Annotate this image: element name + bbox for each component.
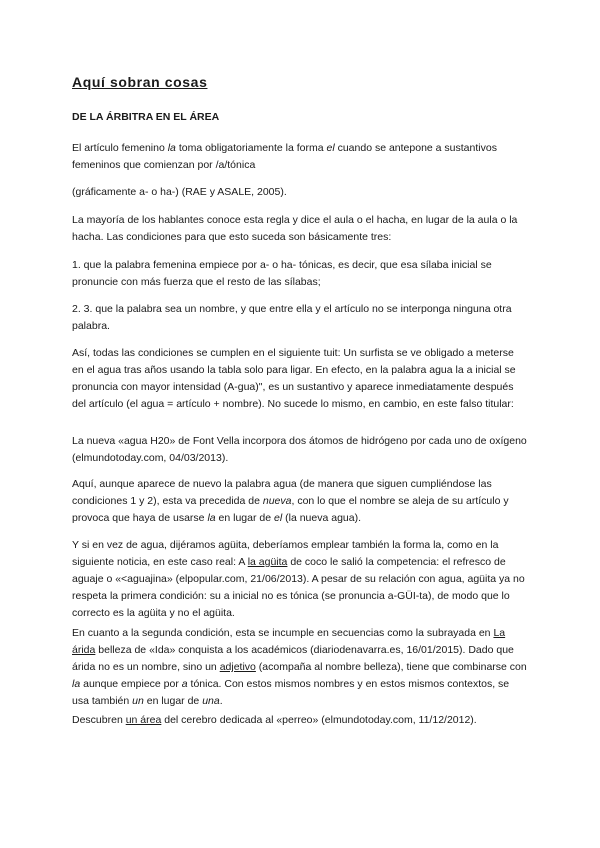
text-span: El artículo femenino <box>72 142 168 154</box>
text-span: tónica. Con estos mismos nombres y en estos mismos contextos, se usa también <box>72 678 510 707</box>
paragraph-10 <box>72 625 528 710</box>
text-span: . <box>219 695 223 707</box>
paragraph-9 <box>72 537 528 622</box>
italic-text: una <box>202 695 220 707</box>
underlined-text: un área <box>125 714 162 726</box>
paragraph-2: (gráficamente a- o ha-) (RAE y ASALE, 2005). <box>72 186 287 198</box>
underlined-text: la agüita <box>247 556 288 568</box>
underlined-text: adjetivo <box>219 661 256 673</box>
paragraph-11 <box>72 712 528 729</box>
text-span: cuando se antepone a sustantivos femeninos que comienzan por /a/tónica <box>72 142 497 171</box>
italic-text: a <box>181 678 188 690</box>
text-span: En cuanto a la segunda condición, esta se incumple en secuencias como la subrayada en <box>72 627 494 639</box>
text-span: , con lo que el nombre se aleja de su artículo y provoca que haya de usarse <box>72 495 509 524</box>
italic-text: un <box>132 695 144 707</box>
italic-text: el <box>326 142 335 154</box>
italic-text: la <box>207 512 216 524</box>
paragraph-7: La nueva «agua H20» de Font Vella incorpora dos átomos de hidrógeno por cada uno de oxígeno (elmundotoday.com, 04/03/2013). <box>72 435 527 464</box>
text-span: Descubren <box>72 714 126 726</box>
paragraph-6: Así, todas las condiciones se cumplen en el siguiente tuit: Un surfista se ve obligado a meterse en el agua tras años usando la tabla solo para ligar. En efecto, en la palabra agua la a inicial se pronuncia con mayor intensidad (A-gua)", es un sustantivo y aparece inmediatamente después del artículo (el agua = artículo + nombre). No sucede lo mismo, en cambio, en este falso titular: <box>72 347 516 410</box>
text-span: (acompaña al nombre belleza), tiene que combinarse con <box>255 661 527 673</box>
paragraph-8 <box>72 476 528 527</box>
document-title: Aquí sobran cosas <box>72 74 208 90</box>
underlined-text: La árida <box>72 627 506 656</box>
paragraph-4: 1. que la palabra femenina empiece por a- o ha- tónicas, es decir, que esa sílaba inicial se pronuncie con más fuerza que el resto de las sílabas; <box>72 259 492 288</box>
text-span: belleza de «Ida» conquista a los académicos (diariodenavarra.es, 16/01/2015). Dado que árida no es un nombre, sino un <box>72 644 514 673</box>
paragraph-3: La mayoría de los hablantes conoce esta regla y dice el aula o el hacha, en lugar de la aula o la hacha. Las condiciones para que esto suceda son básicamente tres: <box>72 214 518 243</box>
text-span: (la nueva agua). <box>282 512 362 524</box>
paragraph-5: 2. 3. que la palabra sea un nombre, y que entre ella y el artículo no se interponga ninguna otra palabra. <box>72 303 512 332</box>
section-subtitle: DE LA ÁRBITRA EN EL ÁREA <box>72 111 220 123</box>
text-span: Y si en vez de agua, dijéramos agüita, deberíamos emplear también la forma la, como en la siguiente noticia, en este caso real: A <box>72 539 499 568</box>
italic-text: el <box>274 512 283 524</box>
paragraph-1 <box>72 140 528 174</box>
text-span: del cerebro dedicada al «perreo» (elmundotoday.com, 11/12/2012). <box>161 714 477 726</box>
italic-text: la <box>72 678 81 690</box>
text-span: de coco le salió la competencia: el refresco de aguaje o «<aguajina» (elpopular.com, 21/06/2013). A pesar de su relación con agua, agüita ya no respeta la primera condición: su a inicial no es tónica (se pronuncia a-GÜI-ta), de modo que lo correcto es la agüita y no el agüita. <box>72 556 525 619</box>
text-span: toma obligatoriamente la forma <box>175 142 327 154</box>
text-span: aunque empiece por <box>80 678 182 690</box>
italic-text: la <box>167 142 176 154</box>
text-span: en lugar de <box>143 695 203 707</box>
text-span: en lugar de <box>215 512 275 524</box>
text-span: Aquí, aunque aparece de nuevo la palabra agua (de manera que siguen cumpliéndose las condiciones 1 y 2), esta va precedida de <box>72 478 492 507</box>
italic-text: nueva <box>262 495 292 507</box>
